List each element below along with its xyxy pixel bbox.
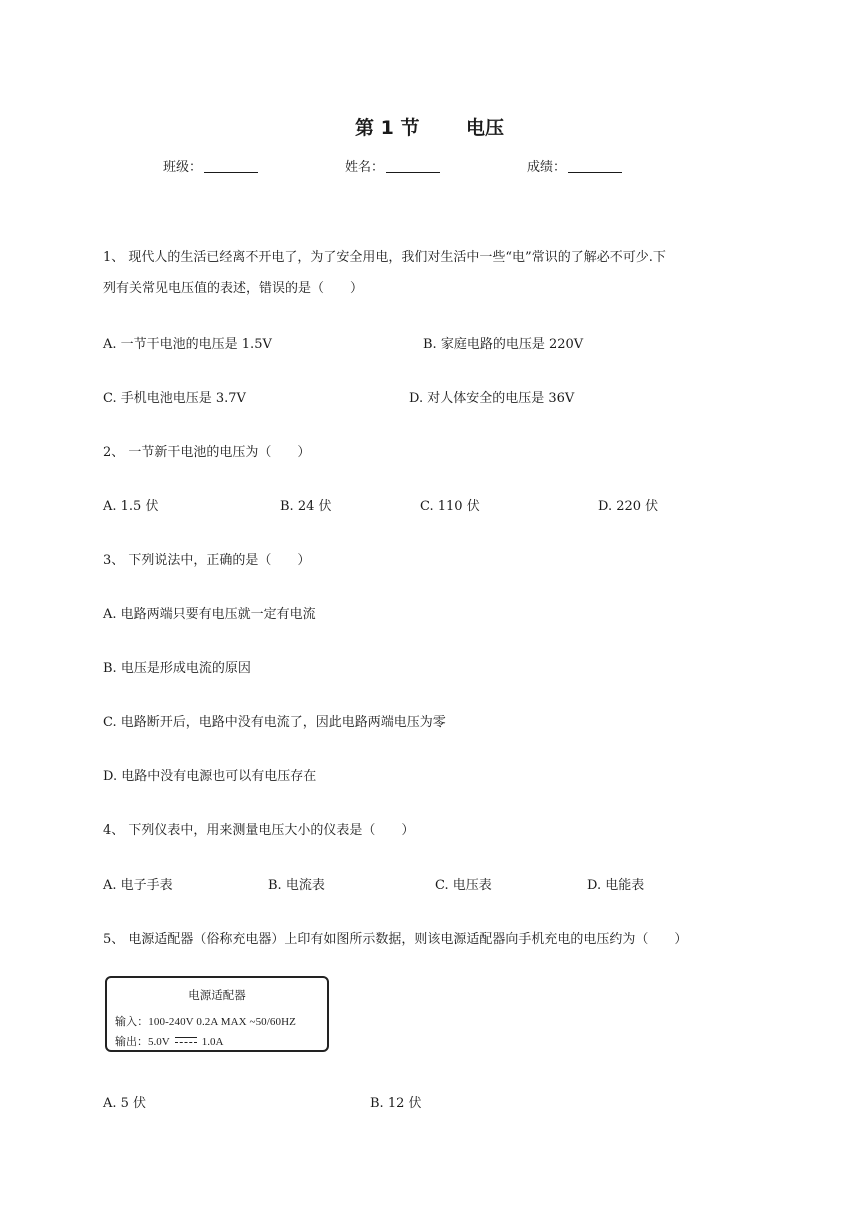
question-1-option-c: C. 手机电池电压是 3.7V — [103, 391, 246, 406]
question-3-option-c: C. 电路断开后，电路中没有电流了，因此电路两端电压为零 — [103, 715, 446, 730]
adapter-title: 电源适配器 — [188, 990, 246, 1002]
question-4-option-a: A. 电子手表 — [103, 878, 173, 893]
question-1-option-b: B. 家庭电路的电压是 220V — [423, 337, 584, 352]
question-5-option-a: A. 5 伏 — [103, 1096, 147, 1111]
question-3-option-b: B. 电压是形成电流的原因 — [103, 661, 251, 676]
question-4-option-b: B. 电流表 — [268, 878, 325, 893]
name-blank — [386, 158, 440, 173]
page-title-topic: 电压 — [466, 117, 505, 139]
question-1-option-a: A. 一节干电池的电压是 1.5V — [103, 337, 272, 352]
question-1-stem-line1: 1、 现代人的生活已经离不开电了，为了安全用电，我们对生活中一些“电”常识的了解必不可少.下 — [103, 250, 666, 265]
question-2-option-a: A. 1.5 伏 — [103, 499, 159, 514]
class-blank — [204, 158, 258, 173]
question-2-option-c: C. 110 伏 — [420, 499, 480, 514]
question-4-option-d: D. 电能表 — [587, 878, 645, 893]
power-adapter-label-figure — [105, 976, 329, 1052]
question-1-option-d: D. 对人体安全的电压是 36V — [409, 391, 575, 406]
name-label: 姓名： — [345, 160, 385, 175]
question-2-option-b: B. 24 伏 — [280, 499, 332, 514]
question-3-option-d: D. 电路中没有电源也可以有电压存在 — [103, 769, 317, 784]
score-blank — [568, 158, 622, 173]
question-2-option-d: D. 220 伏 — [598, 499, 659, 514]
question-4-option-c: C. 电压表 — [435, 878, 492, 893]
question-1-stem-line2: 列有关常见电压值的表述，错误的是（ ） — [103, 281, 364, 296]
question-5-option-b: B. 12 伏 — [370, 1096, 422, 1111]
question-3-option-a: A. 电路两端只要有电压就一定有电流 — [103, 607, 316, 622]
question-4-stem: 4、 下列仪表中，用来测量电压大小的仪表是（ ） — [103, 823, 415, 838]
class-field — [163, 156, 258, 175]
score-field — [527, 156, 622, 175]
adapter-input-spec: 输入：100-240V 0.2A MAX ~50/60HZ — [115, 1016, 296, 1028]
score-label: 成绩： — [527, 160, 567, 175]
question-3-stem: 3、 下列说法中，正确的是（ ） — [103, 553, 311, 568]
question-5-stem: 5、 电源适配器（俗称充电器）上印有如图所示数据，则该电源适配器向手机充电的电压约为（ ） — [103, 932, 688, 947]
class-label: 班级： — [163, 160, 203, 175]
adapter-output-voltage: 输出：5.0V — [115, 1036, 170, 1048]
name-field — [345, 156, 440, 175]
question-2-stem: 2、 一节新干电池的电压为（ ） — [103, 445, 311, 460]
dc-symbol-icon — [175, 1037, 197, 1044]
adapter-output-spec — [115, 1033, 223, 1049]
adapter-output-current: 1.0A — [201, 1036, 224, 1048]
page-title-section: 第 1 节 — [355, 117, 420, 139]
